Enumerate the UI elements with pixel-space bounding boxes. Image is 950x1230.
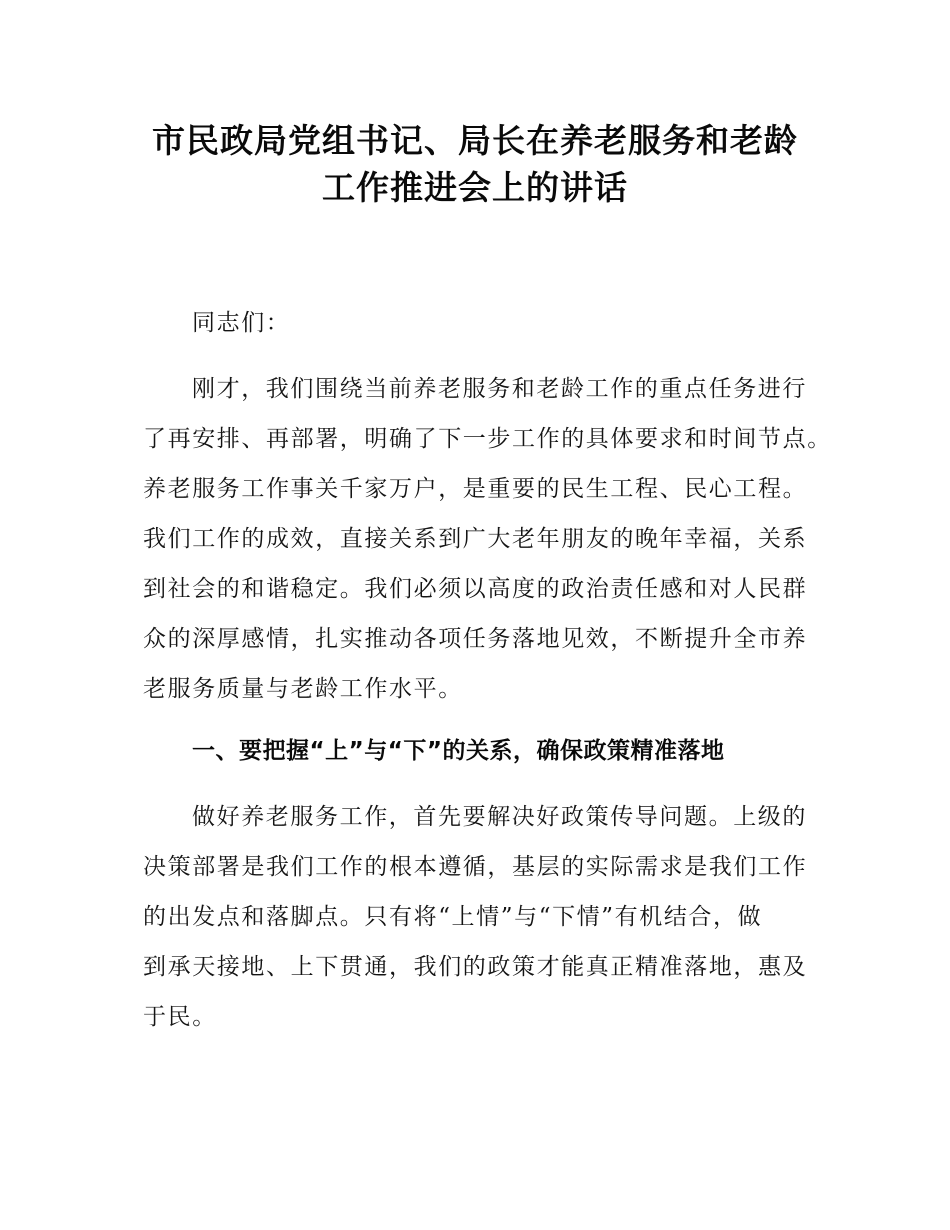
paragraph-line: 的出发点和落脚点。只有将“上情”与“下情”有机结合，做	[143, 904, 763, 930]
paragraph-line: 老服务质量与老龄工作水平。	[143, 676, 463, 702]
paragraph-line: 刚才，我们围绕当前养老服务和老龄工作的重点任务进行	[192, 376, 807, 402]
section-heading: 一、要把握“上”与“下”的关系，确保政策精准落地	[192, 738, 725, 764]
paragraph-line: 做好养老服务工作，首先要解决好政策传导问题。上级的	[192, 804, 807, 830]
document-title-line-1: 市民政局党组书记、局长在养老服务和老龄	[152, 121, 798, 160]
paragraph-line: 我们工作的成效，直接关系到广大老年朋友的晚年幸福，关系	[143, 526, 808, 552]
paragraph-line: 众的深厚感情，扎实推动各项任务落地见效，不断提升全市养	[143, 626, 808, 652]
document-title-line-2: 工作推进会上的讲话	[322, 168, 628, 207]
paragraph-line: 到承天接地、上下贯通，我们的政策才能真正精准落地，惠及	[143, 954, 808, 980]
paragraph-line: 到社会的和谐稳定。我们必须以高度的政治责任感和对人民群	[143, 576, 808, 602]
paragraph-line: 养老服务工作事关千家万户，是重要的民生工程、民心工程。	[143, 476, 808, 502]
salutation: 同志们：	[192, 310, 291, 336]
paragraph-line: 于民。	[143, 1004, 217, 1030]
paragraph-line: 决策部署是我们工作的根本遵循，基层的实际需求是我们工作	[143, 854, 808, 880]
paragraph-line: 了再安排、再部署，明确了下一步工作的具体要求和时间节点。	[143, 426, 832, 452]
